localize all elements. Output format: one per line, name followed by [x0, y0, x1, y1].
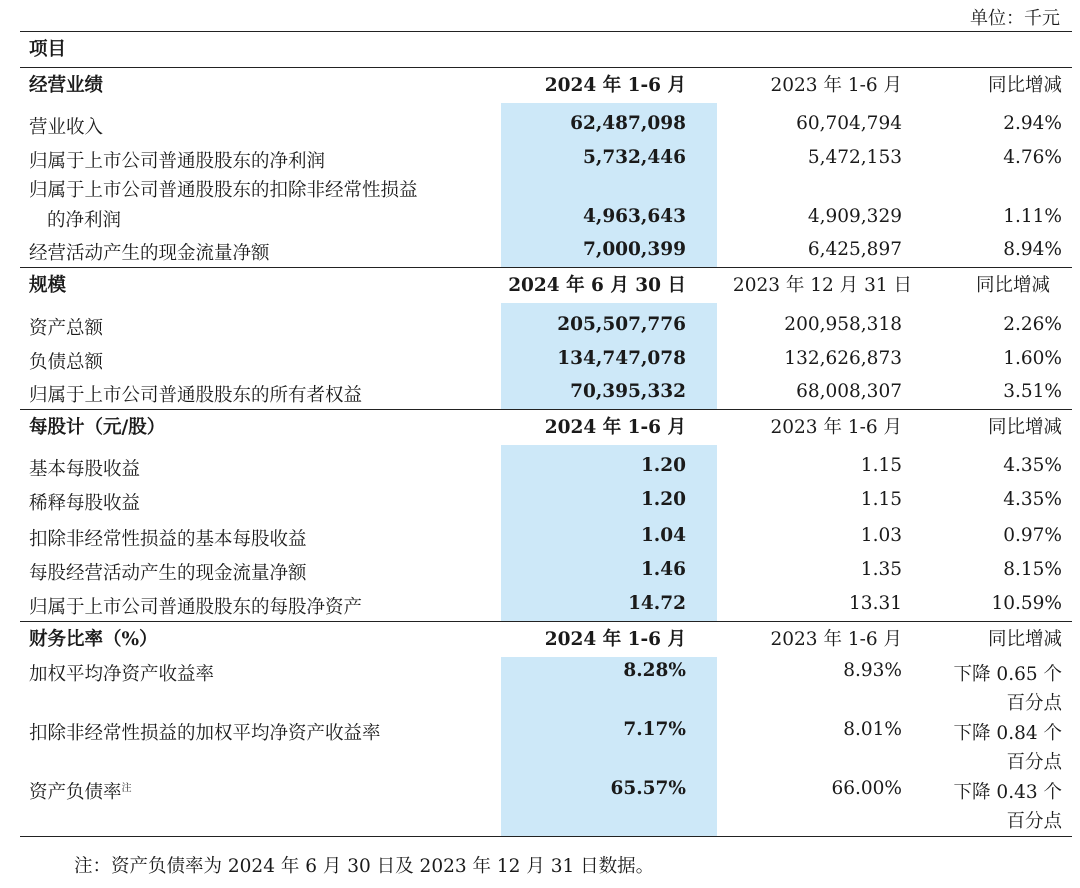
section-rule: [20, 621, 1072, 622]
change-value-continuation: 百分点: [1006, 811, 1062, 832]
row-label: 营业收入: [29, 117, 104, 138]
row-label: 负债总额: [29, 352, 104, 373]
prior-value: 200,958,318: [784, 314, 902, 335]
column-header-prior: 2023 年 12 月 31 日: [732, 275, 912, 296]
change-value-continuation: 百分点: [1006, 693, 1062, 714]
row-label: 归属于上市公司普通股股东的所有者权益: [29, 385, 363, 406]
row-label: 稀释每股收益: [29, 493, 141, 514]
change-value: 1.11%: [1003, 206, 1062, 227]
column-header-prior: 2023 年 1-6 月: [770, 629, 902, 650]
footnote: 注：资产负债率为 2024 年 6 月 30 日及 2023 年 12 月 31 日数据。: [74, 856, 655, 877]
section-title: 经营业绩: [29, 75, 104, 96]
row-label: 扣除非经常性损益的基本每股收益: [29, 529, 307, 550]
section-rule: [20, 267, 1072, 268]
current-value: 1.20: [640, 489, 686, 510]
table-top-rule: [20, 31, 1072, 32]
unit-label: 单位：千元: [970, 8, 1060, 29]
change-value: 下降 0.84 个: [953, 723, 1062, 744]
column-header-current: 2024 年 1-6 月: [544, 629, 686, 650]
current-value: 8.28%: [623, 660, 686, 681]
section-title: 每股计（元/股）: [29, 417, 166, 438]
column-header-current: 2024 年 1-6 月: [544, 417, 686, 438]
change-value: 2.94%: [1003, 113, 1062, 134]
footnote-marker: 注: [121, 782, 132, 794]
prior-value: 1.03: [860, 525, 902, 546]
change-value: 10.59%: [991, 593, 1062, 614]
prior-value: 60,704,794: [796, 113, 902, 134]
row-label: 每股经营活动产生的现金流量净额: [29, 563, 307, 584]
column-header-change: 同比增减: [987, 629, 1062, 650]
header-label: 项目: [29, 39, 67, 60]
prior-value: 8.93%: [843, 660, 902, 681]
prior-value: 68,008,307: [796, 381, 902, 402]
row-label-text: 资产负债率: [29, 782, 122, 803]
row-label: [29, 778, 132, 804]
change-value: 2.26%: [1003, 314, 1062, 335]
row-label: 归属于上市公司普通股股东的扣除非经常性损益: [29, 180, 418, 201]
change-value: 8.15%: [1003, 559, 1062, 580]
current-value: 5,732,446: [583, 147, 686, 168]
change-value: 1.60%: [1003, 348, 1062, 369]
column-header-prior: 2023 年 1-6 月: [770, 75, 902, 96]
column-header-current: 2024 年 6 月 30 日: [508, 275, 686, 296]
current-value: 7.17%: [623, 719, 686, 740]
section-rule: [20, 409, 1072, 410]
header-rule: [20, 67, 1072, 68]
prior-value: 4,909,329: [807, 206, 902, 227]
column-header-current: 2024 年 1-6 月: [544, 75, 686, 96]
row-label-continuation: 的净利润: [47, 210, 122, 231]
prior-value: 5,472,153: [807, 147, 902, 168]
current-value: 4,963,643: [583, 206, 686, 227]
change-value: 4.76%: [1003, 147, 1062, 168]
prior-value: 8.01%: [843, 719, 902, 740]
current-value: 65.57%: [610, 778, 686, 799]
row-label: 加权平均净资产收益率: [29, 664, 215, 685]
current-value: 62,487,098: [570, 113, 686, 134]
column-header-change: 同比增减: [987, 75, 1062, 96]
current-value: 14.72: [628, 593, 686, 614]
column-header-change: 同比增减: [975, 275, 1050, 296]
table-bottom-rule: [20, 836, 1072, 837]
row-label: 扣除非经常性损益的加权平均净资产收益率: [29, 723, 381, 744]
prior-value: 1.15: [860, 455, 902, 476]
prior-value: 6,425,897: [807, 239, 902, 260]
section-title: 规模: [29, 275, 67, 296]
section-title: 财务比率（%）: [29, 629, 158, 650]
change-value: 4.35%: [1003, 489, 1062, 510]
change-value: 8.94%: [1003, 239, 1062, 260]
current-value: 1.46: [640, 559, 686, 580]
current-value: 70,395,332: [570, 381, 686, 402]
current-value: 1.20: [640, 455, 686, 476]
change-value: 0.97%: [1003, 525, 1062, 546]
row-label: 归属于上市公司普通股股东的净利润: [29, 151, 326, 172]
current-value: 205,507,776: [557, 314, 686, 335]
current-value: 1.04: [640, 525, 686, 546]
change-value: 下降 0.65 个: [953, 664, 1062, 685]
prior-value: 66.00%: [831, 778, 902, 799]
row-label: 归属于上市公司普通股股东的每股净资产: [29, 597, 363, 618]
prior-value: 1.15: [860, 489, 902, 510]
change-value: 4.35%: [1003, 455, 1062, 476]
prior-value: 132,626,873: [784, 348, 902, 369]
row-label: 资产总额: [29, 318, 104, 339]
change-value: 3.51%: [1003, 381, 1062, 402]
column-header-change: 同比增减: [987, 417, 1062, 438]
row-label: 基本每股收益: [29, 459, 141, 480]
prior-value: 1.35: [860, 559, 902, 580]
current-value: 7,000,399: [583, 239, 686, 260]
current-value: 134,747,078: [557, 348, 686, 369]
column-header-prior: 2023 年 1-6 月: [770, 417, 902, 438]
change-value-continuation: 百分点: [1006, 752, 1062, 773]
row-label: 经营活动产生的现金流量净额: [29, 243, 270, 264]
change-value: 下降 0.43 个: [953, 782, 1062, 803]
current-period-highlight: [501, 657, 717, 836]
prior-value: 13.31: [849, 593, 902, 614]
